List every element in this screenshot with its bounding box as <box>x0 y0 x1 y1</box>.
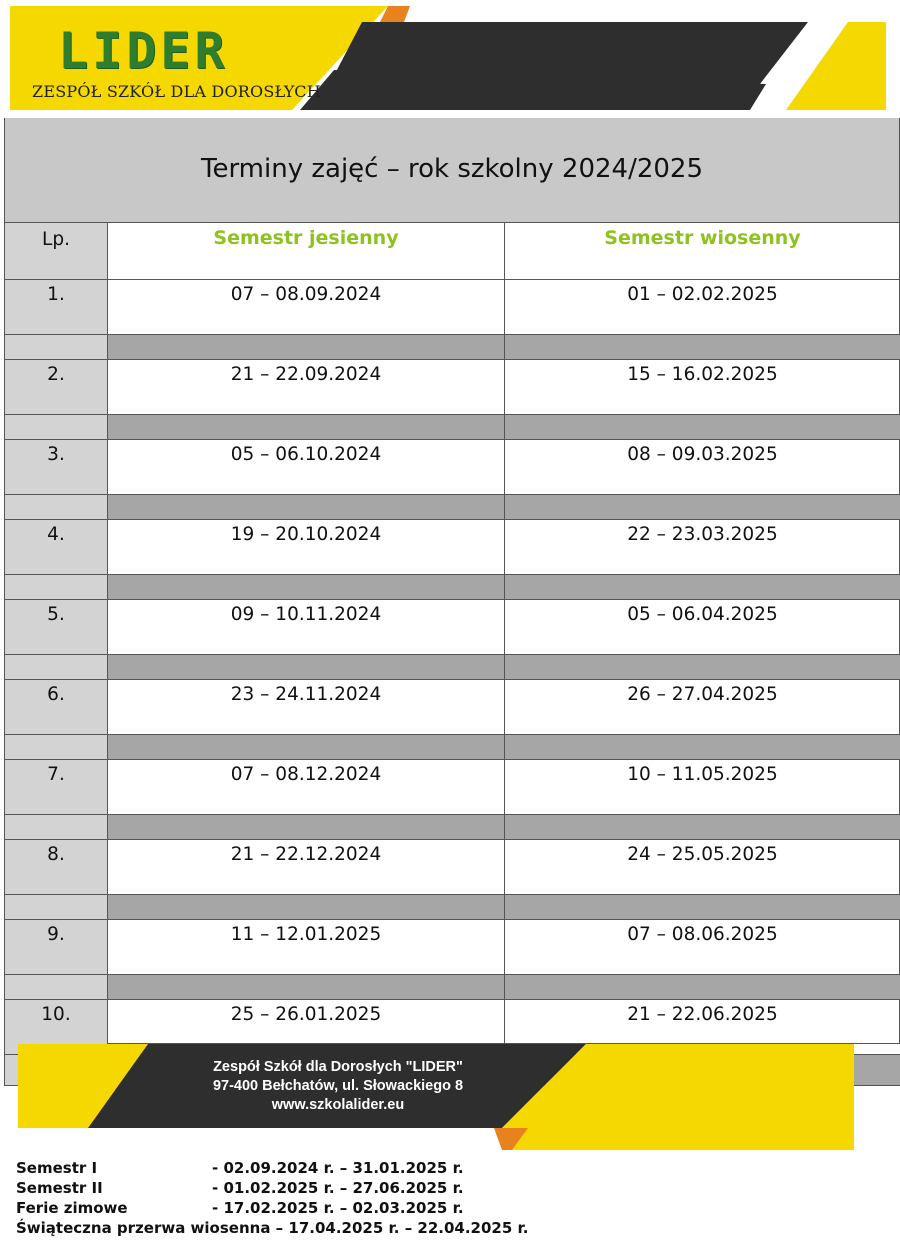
spacer-cell <box>108 495 505 520</box>
table-row <box>5 440 900 495</box>
note-spring-break: Świąteczna przerwa wiosenna – 17.04.2025 r. – 22.04.2025 r. <box>16 1219 529 1237</box>
row-number: 10. <box>5 1000 108 1055</box>
row-number: 1. <box>5 280 108 335</box>
spring-date: 15 – 16.02.2025 <box>505 360 900 415</box>
logo: LIDER <box>58 22 229 80</box>
spacer-row <box>5 975 900 1000</box>
header-spring-semester: Semestr wiosenny <box>505 223 900 280</box>
table-row <box>5 360 900 415</box>
footer-street: 97-400 Bełchatów, ul. Słowackiego 8 <box>212 1078 464 1094</box>
spacer-cell <box>5 415 108 440</box>
table-row <box>5 760 900 815</box>
table-row <box>5 600 900 655</box>
spacer-row <box>5 415 900 440</box>
spacer-row <box>5 655 900 680</box>
spacer-cell <box>505 415 900 440</box>
autumn-date: 05 – 06.10.2024 <box>108 440 505 495</box>
spring-date: 08 – 09.03.2025 <box>505 440 900 495</box>
spring-date: 10 – 11.05.2025 <box>505 760 900 815</box>
spacer-cell <box>5 655 108 680</box>
table-row <box>5 280 900 335</box>
spacer-cell <box>108 655 505 680</box>
autumn-date: 07 – 08.09.2024 <box>108 280 505 335</box>
spacer-row <box>5 895 900 920</box>
spacer-cell <box>5 815 108 840</box>
spacer-row <box>5 495 900 520</box>
spacer-cell <box>5 735 108 760</box>
note-winter-break: Ferie zimowe - 17.02.2025 r. – 02.03.2025 r. <box>16 1199 464 1217</box>
spacer-cell <box>505 575 900 600</box>
row-number: 3. <box>5 440 108 495</box>
spacer-row <box>5 335 900 360</box>
header-autumn-semester: Semestr jesienny <box>108 223 505 280</box>
page-title: Terminy zajęć – rok szkolny 2024/2025 <box>200 154 704 184</box>
row-number: 8. <box>5 840 108 895</box>
spacer-cell <box>505 735 900 760</box>
autumn-date: 25 – 26.01.2025 <box>108 1000 505 1055</box>
spacer-cell <box>505 335 900 360</box>
row-number: 7. <box>5 760 108 815</box>
spacer-cell <box>505 815 900 840</box>
autumn-date: 09 – 10.11.2024 <box>108 600 505 655</box>
spacer-cell <box>505 655 900 680</box>
spring-date: 01 – 02.02.2025 <box>505 280 900 335</box>
table-row <box>5 680 900 735</box>
spacer-cell <box>108 815 505 840</box>
autumn-date: 19 – 20.10.2024 <box>108 520 505 575</box>
spacer-cell <box>108 895 505 920</box>
row-number: 2. <box>5 360 108 415</box>
spacer-row <box>5 735 900 760</box>
logo-subtitle: ZESPÓŁ SZKÓŁ DLA DOROSŁYCH <box>32 82 321 101</box>
spacer-cell <box>505 895 900 920</box>
footer-banner <box>18 1044 854 1150</box>
semester-notes <box>16 1158 528 1238</box>
spring-date: 05 – 06.04.2025 <box>505 600 900 655</box>
footer-website: www.szkolalider.eu <box>271 1097 405 1113</box>
title-bar <box>4 118 900 222</box>
spacer-row <box>5 575 900 600</box>
spacer-cell <box>108 735 505 760</box>
autumn-date: 21 – 22.09.2024 <box>108 360 505 415</box>
header-lp: Lp. <box>5 223 108 280</box>
spacer-cell <box>5 335 108 360</box>
spring-date: 07 – 08.06.2025 <box>505 920 900 975</box>
spacer-cell <box>108 415 505 440</box>
note-semester-2: Semestr II - 01.02.2025 r. – 27.06.2025 r. <box>16 1179 464 1197</box>
schedule-table <box>4 222 900 1086</box>
table-row <box>5 520 900 575</box>
spacer-cell <box>5 895 108 920</box>
spacer-cell <box>108 335 505 360</box>
table-header-row <box>5 223 900 280</box>
spring-date: 22 – 23.03.2025 <box>505 520 900 575</box>
spacer-cell <box>5 575 108 600</box>
autumn-date: 23 – 24.11.2024 <box>108 680 505 735</box>
spacer-row <box>5 815 900 840</box>
spacer-cell <box>5 975 108 1000</box>
row-number: 5. <box>5 600 108 655</box>
spring-date: 24 – 25.05.2025 <box>505 840 900 895</box>
note-semester-1: Semestr I - 02.09.2024 r. – 31.01.2025 r. <box>16 1159 464 1177</box>
autumn-date: 21 – 22.12.2024 <box>108 840 505 895</box>
table-row <box>5 920 900 975</box>
spacer-cell <box>505 495 900 520</box>
autumn-date: 07 – 08.12.2024 <box>108 760 505 815</box>
header-banner <box>10 0 888 118</box>
spring-date: 21 – 22.06.2025 <box>505 1000 900 1055</box>
spacer-cell <box>5 495 108 520</box>
row-number: 4. <box>5 520 108 575</box>
spacer-cell <box>108 575 505 600</box>
spring-date: 26 – 27.04.2025 <box>505 680 900 735</box>
table-row <box>5 840 900 895</box>
spacer-cell <box>505 975 900 1000</box>
autumn-date: 11 – 12.01.2025 <box>108 920 505 975</box>
footer-address <box>178 1058 498 1115</box>
spacer-cell <box>108 975 505 1000</box>
row-number: 9. <box>5 920 108 975</box>
footer-school-name: Zespół Szkół dla Dorosłych "LIDER" <box>213 1059 463 1075</box>
row-number: 6. <box>5 680 108 735</box>
